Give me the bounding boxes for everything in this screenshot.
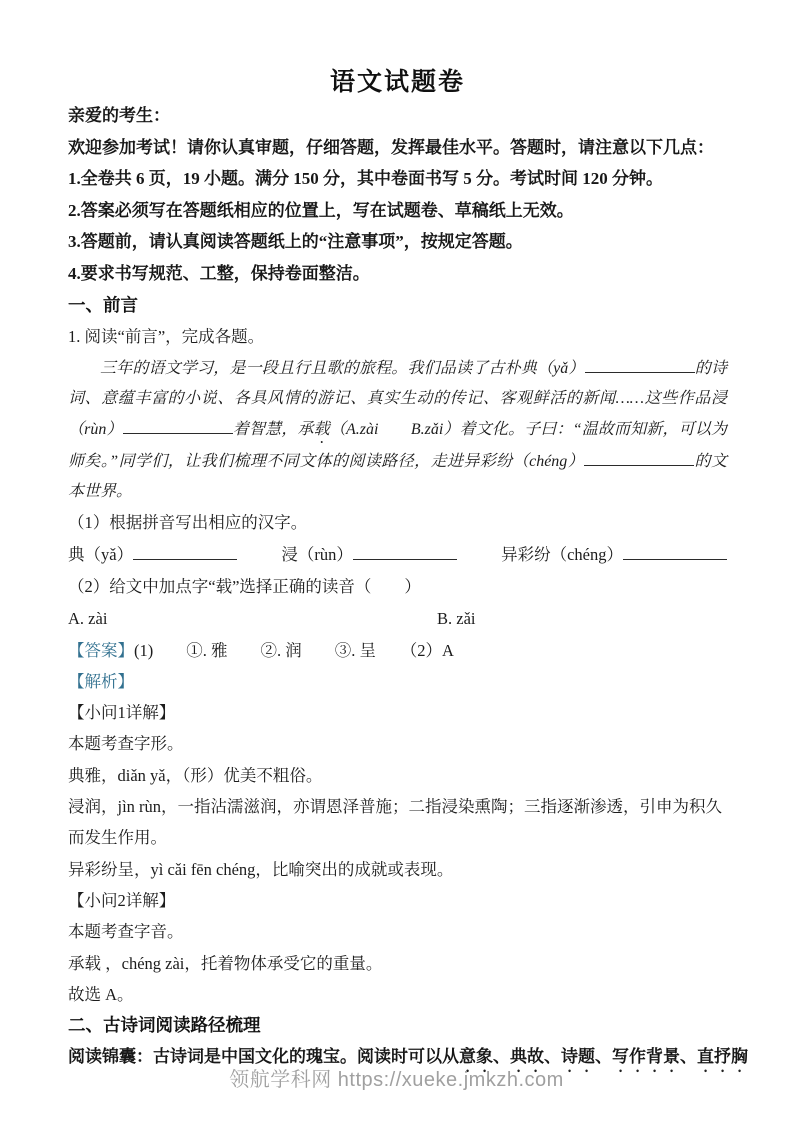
option-a: A. zài xyxy=(68,608,108,628)
options-row xyxy=(68,603,727,635)
answer-content: (1) ①. 雅 ②. 润 ③. 呈 （2）A xyxy=(134,640,454,660)
detail1-heading: 【小问1详解】 xyxy=(68,703,176,723)
passage-seg4: （A.zài B.zǎi）着文化。子曰：“温故而知新，可以为师矣。”同学们，让我们梳理不同文体的阅读路径，走进异彩纷（chéng） xyxy=(68,420,727,470)
passage-seg5: 的文本世界。 xyxy=(68,452,727,500)
notice-item-2: 2.答案必须写在答题纸相应的位置上，写在试题卷、草稿纸上无效。 xyxy=(68,200,574,220)
analysis-label: 【解析】 xyxy=(68,671,134,691)
passage-text xyxy=(68,354,727,507)
pinyin-fill-row xyxy=(68,538,727,571)
answer-label: 【答案】 xyxy=(68,640,134,660)
page-content xyxy=(68,0,748,1076)
detail1-line-1: 本题考查字形。 xyxy=(68,734,184,754)
pinyin-item-2-blank xyxy=(353,544,457,561)
page-title: 语文试题卷 xyxy=(329,69,465,96)
pinyin-item-1-label: 典（yǎ） xyxy=(68,545,134,565)
passage-dotted-char: 载 xyxy=(313,420,330,438)
detail1-line-3: 浸润，jìn rùn，一指沾濡滋润，亦谓恩泽普施；二指浸染熏陶；三指逐渐渗透，引申为积久而发生作用。 xyxy=(68,797,723,848)
question1-intro: 1. 阅读“前言”，完成各题。 xyxy=(68,326,265,346)
sub-question2-prompt: （2）给文中加点字“载”选择正确的读音（ ） xyxy=(68,577,421,597)
pinyin-item-3-blank xyxy=(623,544,727,561)
detail2-line-2: 承载 ，chéng zài，托着物体承受它的重量。 xyxy=(68,953,383,973)
notice-item-3: 3.答题前，请认真阅读答题纸上的“注意事项”，按规定答题。 xyxy=(68,232,523,252)
pinyin-item-1 xyxy=(68,538,237,571)
section2-heading: 二、古诗词阅读路径梳理 xyxy=(68,1015,261,1036)
passage-blank-1 xyxy=(585,357,695,373)
pinyin-item-2-label: 浸（rùn） xyxy=(281,545,353,565)
detail1-line-4: 异彩纷呈，yì cǎi fēn chéng，比喻突出的成就或表现。 xyxy=(68,859,454,879)
detail2-line-1: 本题考查字音。 xyxy=(68,922,184,942)
passage-seg3: 着智慧，承 xyxy=(232,420,314,438)
tip-emphasized: 意象、典故、诗题、写作背景、直抒胸 xyxy=(459,1047,748,1067)
notice-item-1: 1.全卷共 6 页，19 小题。满分 150 分，其中卷面书写 5 分。考试时间 120 分钟。 xyxy=(68,169,663,189)
pinyin-item-2 xyxy=(281,538,457,571)
detail2-heading: 【小问2详解】 xyxy=(68,890,176,910)
answer-row xyxy=(68,635,727,666)
option-b: B. zǎi xyxy=(437,608,476,628)
notice-intro: 欢迎参加考试！请你认真审题，仔细答题，发挥最佳水平。答题时，请注意以下几点： xyxy=(68,137,714,157)
passage-blank-3 xyxy=(584,449,694,465)
watermark-footer: 领航学科网 https://xueke.jmkzh.com xyxy=(229,1069,564,1091)
passage-blank-2 xyxy=(123,417,233,433)
section1-heading: 一、前言 xyxy=(68,294,138,315)
passage-seg1: 三年的语文学习，是一段且行且歌的旅程。我们品读了古朴典（yǎ） xyxy=(100,360,585,378)
passage-seg2: 的诗词、意蕴丰富的小说、各具风情的游记、真实生动的传记、客观鲜活的新闻……这些作品浸（rùn） xyxy=(68,360,727,438)
detail1-line-2: 典雅，diǎn yǎ，（形）优美不粗俗。 xyxy=(68,765,323,785)
pinyin-item-3 xyxy=(501,538,727,571)
sub-question1-prompt: （1）根据拼音写出相应的汉字。 xyxy=(68,512,308,532)
pinyin-item-1-blank xyxy=(133,544,237,561)
pinyin-item-3-label: 异彩纷（chéng） xyxy=(501,545,623,565)
notice-item-4: 4.要求书写规范、工整，保持卷面整洁。 xyxy=(68,263,370,283)
detail2-line-3: 故选 A。 xyxy=(68,984,134,1004)
notice-salutation: 亲爱的考生： xyxy=(68,106,170,125)
tip-lead: 阅读锦囊：古诗词是中国文化的瑰宝。阅读时可以从 xyxy=(68,1047,459,1067)
